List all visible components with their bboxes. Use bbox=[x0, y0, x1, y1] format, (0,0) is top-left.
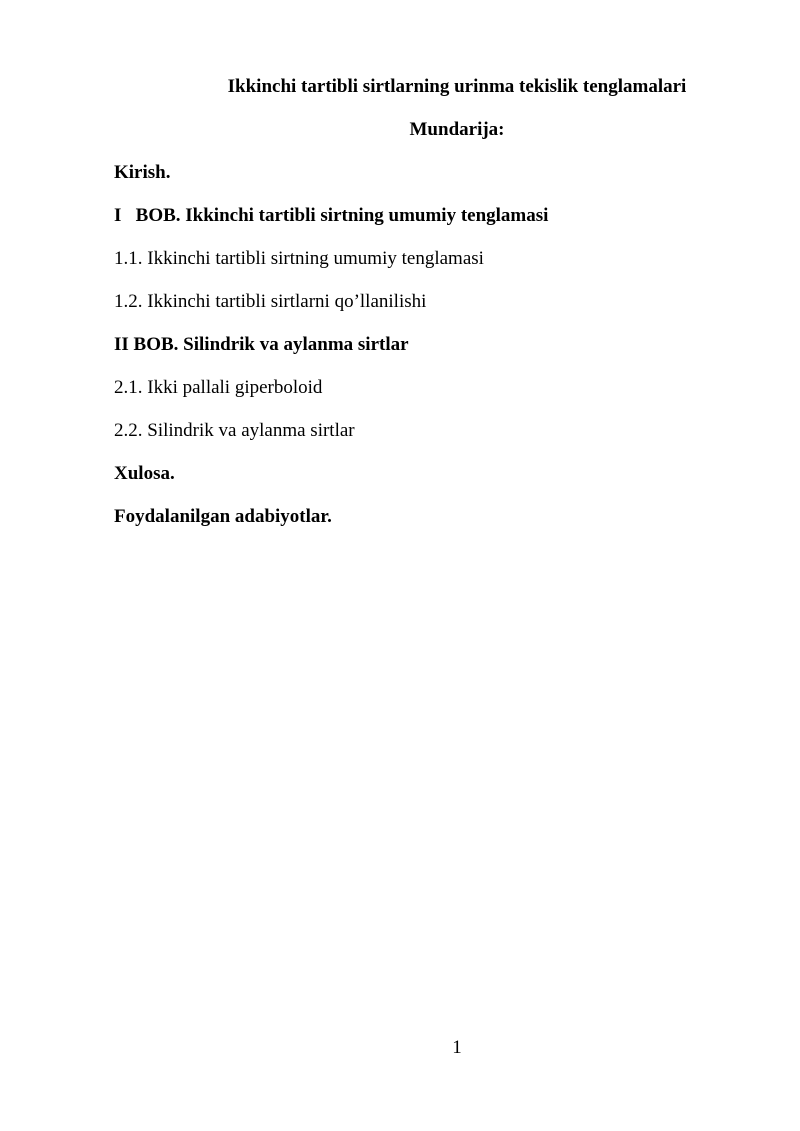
toc-item: Foydalanilgan adabiyotlar. bbox=[114, 506, 332, 527]
toc-heading: Mundarija: bbox=[409, 119, 505, 140]
toc-item: II BOB. Silindrik va aylanma sirtlar bbox=[114, 334, 409, 355]
toc-item: 1.2. Ikkinchi tartibli sirtlarni qo’llanilishi bbox=[114, 291, 427, 312]
toc-item: 2.2. Silindrik va aylanma sirtlar bbox=[114, 420, 355, 441]
toc-item: 1.1. Ikkinchi tartibli sirtning umumiy tenglamasi bbox=[114, 248, 484, 269]
page-number: 1 bbox=[452, 1037, 462, 1058]
toc-item: 2.1. Ikki pallali giperboloid bbox=[114, 377, 323, 398]
document-title: Ikkinchi tartibli sirtlarning urinma tekislik tenglamalari bbox=[227, 76, 687, 97]
toc-item: I BOB. Ikkinchi tartibli sirtning umumiy tenglamasi bbox=[114, 205, 549, 226]
toc-item: Kirish. bbox=[114, 162, 171, 183]
toc-item: Xulosa. bbox=[114, 463, 175, 484]
table-of-contents bbox=[114, 162, 548, 549]
